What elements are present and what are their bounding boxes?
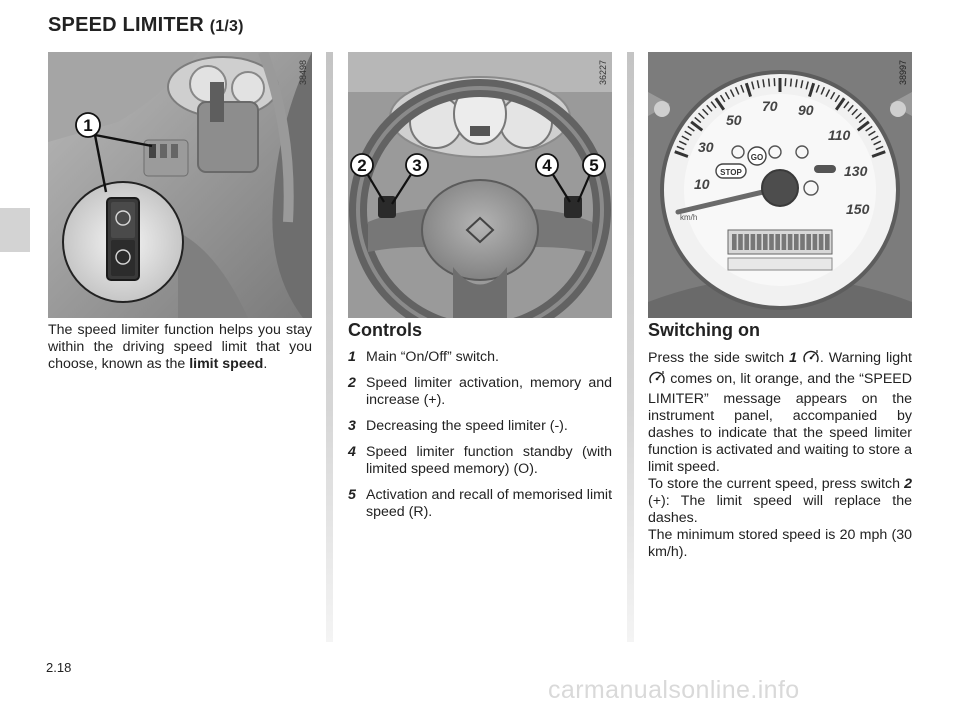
speed-label-130: 130 xyxy=(844,163,868,179)
side-switch-illustration xyxy=(48,52,312,318)
fuel-segment xyxy=(738,234,743,250)
fuel-segment xyxy=(825,234,830,250)
fuel-segment xyxy=(775,234,780,250)
control-number: 4 xyxy=(348,444,356,460)
page-number: 2.18 xyxy=(46,660,72,675)
control-number: 5 xyxy=(348,487,356,503)
control-item xyxy=(348,444,612,478)
callout-4: 4 xyxy=(542,156,552,175)
switch-number-2: 2 xyxy=(904,476,912,492)
fuel-segment xyxy=(769,234,774,250)
p1-text-b: . Warning light xyxy=(819,350,913,366)
control-text: Main “On/Off” switch. xyxy=(366,349,499,365)
controls-column xyxy=(348,322,612,530)
speedometer-illustration xyxy=(648,52,912,318)
steering-wheel-illustration xyxy=(348,52,612,318)
speedometer-tick xyxy=(791,79,792,87)
watermark: carmanualsonline.info xyxy=(548,676,800,704)
callout-2: 2 xyxy=(357,156,367,175)
control-item xyxy=(348,487,612,521)
intro-column xyxy=(48,322,312,373)
switching-paragraph-2 xyxy=(648,476,912,527)
figure-ref: 38997 xyxy=(898,60,908,86)
speed-limiter-icon xyxy=(802,349,820,370)
fuel-segment xyxy=(806,234,811,250)
fuel-segment xyxy=(813,234,818,250)
speed-label-90: 90 xyxy=(798,102,814,118)
p2-text-a: To store the current speed, press switch xyxy=(648,476,905,492)
control-item xyxy=(348,349,612,366)
callout-1: 1 xyxy=(83,116,93,135)
fuel-segment xyxy=(757,234,762,250)
switch-number-1: 1 xyxy=(789,350,797,366)
control-number: 1 xyxy=(348,349,356,365)
fuel-segment xyxy=(751,234,756,250)
p2-text-b: (+): The limit speed will replace the dashes. xyxy=(648,493,912,526)
switching-column xyxy=(648,322,912,561)
intro-paragraph xyxy=(48,322,312,373)
stop-warning: STOP xyxy=(720,168,742,177)
speed-label-30: 30 xyxy=(698,139,714,155)
control-item xyxy=(348,375,612,409)
control-text: Speed limiter function standby (with limited speed memory) (O). xyxy=(366,444,612,477)
p1-text-a: Press the side switch xyxy=(648,350,790,366)
speed-label-10: 10 xyxy=(694,176,710,192)
callout-3: 3 xyxy=(412,156,422,175)
controls-heading: Controls xyxy=(348,320,422,340)
control-text: Decreasing the speed limiter (-). xyxy=(366,418,568,434)
speedometer-tick xyxy=(769,79,770,87)
switching-heading: Switching on xyxy=(648,320,760,340)
control-number: 3 xyxy=(348,418,356,434)
figure-steering-wheel xyxy=(348,52,612,318)
p1-text-c: comes on, lit orange, and the “SPEED LIMITER” message appears on the instrument panel, accompanied by dashes to indicate that the speed limiter function is activated and waiting to store a limit speed. xyxy=(648,371,912,475)
speed-limiter-warning-icon xyxy=(648,370,666,391)
fuel-segment xyxy=(794,234,799,250)
title-part: (1/3) xyxy=(209,18,244,35)
control-number: 2 xyxy=(348,375,356,391)
figure-ref: 36227 xyxy=(598,60,608,86)
speed-label-70: 70 xyxy=(762,98,778,114)
intro-end: . xyxy=(263,356,268,372)
unit-label: km/h xyxy=(680,213,698,222)
control-text: Activation and recall of memorised limit speed (R). xyxy=(366,487,613,520)
go-indicator: GO xyxy=(750,153,764,162)
column-divider-left xyxy=(326,52,333,642)
speed-label-110: 110 xyxy=(828,127,851,143)
callout-5: 5 xyxy=(589,156,599,175)
title-text: SPEED LIMITER xyxy=(48,14,204,36)
column-divider-right xyxy=(627,52,634,642)
fuel-segment xyxy=(788,234,793,250)
figure-ref: 38498 xyxy=(298,60,308,86)
fuel-segment xyxy=(732,234,737,250)
figure-side-switch xyxy=(48,52,312,318)
fuel-segment xyxy=(819,234,824,250)
figure-speedometer xyxy=(648,52,912,318)
control-text: Speed limiter activation, memory and increase (+). xyxy=(366,375,612,408)
intro-bold-term: limit speed xyxy=(189,356,264,372)
section-tab xyxy=(0,208,30,252)
speed-label-50: 50 xyxy=(726,112,742,128)
speed-label-150: 150 xyxy=(846,201,870,217)
control-item xyxy=(348,418,612,435)
page-title xyxy=(48,14,244,37)
fuel-segment xyxy=(782,234,787,250)
intro-text: The speed limiter function helps you stay within the driving speed limit that you choose, known as the xyxy=(48,322,312,372)
switching-paragraph-3: The minimum stored speed is 20 mph (30 km/h). xyxy=(648,527,912,560)
fuel-segment xyxy=(763,234,768,250)
fuel-segment xyxy=(800,234,805,250)
switching-paragraph-1 xyxy=(648,349,912,476)
fuel-segment xyxy=(744,234,749,250)
